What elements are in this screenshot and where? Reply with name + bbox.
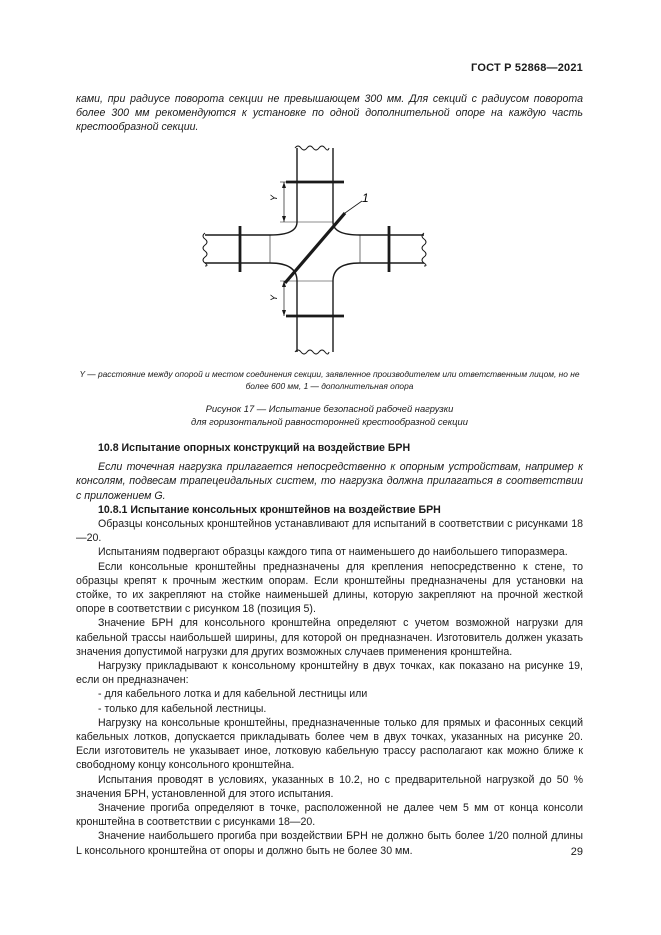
page-number: 29 [570, 846, 583, 858]
paragraph: Образцы консольных кронштейнов устанавливают для испытаний в соответствии с рисунками 18—20. [76, 518, 583, 545]
intro-paragraph: ками, при радиусе поворота секции не превышающем 300 мм. Для секций с радиусом поворота более 300 мм рекомендуются к установке по одной дополнительной опоре на каждую часть крестообразной секции. [76, 93, 583, 134]
right-arm-break [422, 233, 426, 266]
dim-arrow-top-2 [282, 216, 286, 222]
section-10-8-1-heading: 10.8.1 Испытание консольных кронштейнов на воздействие БРН [98, 503, 441, 516]
leader-line-1 [345, 201, 362, 213]
paragraph: Нагрузку на консольные кронштейны, предназначенные только для прямых и фасонных секций кабельных лотков, допускается прикладывать более чем в двух точках, указанных на рисунке 20. Если изготовитель не указывает иное, лотковую кабельную трассу располагают как можно ближе к свободному концу консольного кронштейна. [76, 716, 583, 772]
paragraph: Значение прогиба определяют в точке, расположенной не далее чем 5 мм от конца консоли кронштейна в соответствии с рисунками 18—20. [76, 802, 583, 829]
list-item: - для кабельного лотка и для кабельной лестницы или [98, 688, 368, 701]
label-1: 1 [362, 191, 369, 205]
figure-caption [76, 403, 583, 428]
corner-top-left [270, 222, 297, 235]
label-y-top: Y [269, 194, 279, 201]
section-10-8 [76, 441, 583, 858]
corner-bottom-right [333, 263, 360, 281]
paragraph: Значение БРН для консольного кронштейна определяют с учетом возможной нагрузки для кабельной трассы наибольшей ширины, для которой он предназначен. Изготовитель должен указать значения допустимой нагрузки для других возможных случаев применения кронштейна. [76, 617, 583, 658]
dim-arrow-bottom-2 [282, 310, 286, 316]
figure-caption-line1: Рисунок 17 — Испытание безопасной рабочей нагрузки [205, 403, 454, 414]
label-y-bottom: Y [269, 294, 279, 301]
bottom-arm-break [295, 350, 329, 354]
standard-header: ГОСТ Р 52868—2021 [471, 62, 583, 74]
list-item: - только для кабельной лестницы. [98, 702, 267, 715]
paragraph: Испытания проводят в условиях, указанных в 10.2, но с предварительной нагрузкой до 50 % значения БРН, установленной для этого испытания. [76, 773, 583, 800]
dim-arrow-top-1 [282, 182, 286, 188]
additional-support-diagonal [285, 213, 345, 283]
section-10-8-heading: 10.8 Испытание опорных конструкций на воздействие БРН [98, 442, 411, 454]
section-10-8-text: Если точечная нагрузка прилагается непосредственно к опорным устройствам, например к консолям, подвесам трапецеидальных систем, то нагрузка должна прилагаться в соответствии с приложением G. [76, 461, 583, 502]
paragraph: Испытаниям подвергают образцы каждого типа от наименьшего до наибольшего типоразмера. [98, 546, 568, 559]
paragraph: Если консольные кронштейны предназначены для крепления непосредственно к стене, то образцы крепят к прочным жестким опорам. Если кронштейны предназначены для установки на стойке, то их закрепляют на стойке наименьшей длины, которую закрепляют на прочной жесткой опоре в соответствии с рисунком 18 (позиция 5). [76, 560, 583, 616]
paragraph: Значение наибольшего прогиба при воздействии БРН не должно быть более 1/20 полной длины L консольного кронштейна от опоры и должно быть не более 30 мм. [76, 830, 583, 857]
left-arm-break [203, 233, 207, 266]
top-arm-break [295, 146, 329, 150]
paragraph: Нагрузку прикладывают к консольному кронштейну в двух точках, как показано на рисунке 19, если он предназначен: [76, 660, 583, 687]
figure-caption-line2: для горизонтальной равносторонней крестообразной секции [191, 415, 468, 427]
figure-legend: Y — расстояние между опорой и местом соединения секции, заявленное производителем или ответственным лицом, но не более 600 мм, 1 — дополнительная опора [79, 369, 580, 391]
